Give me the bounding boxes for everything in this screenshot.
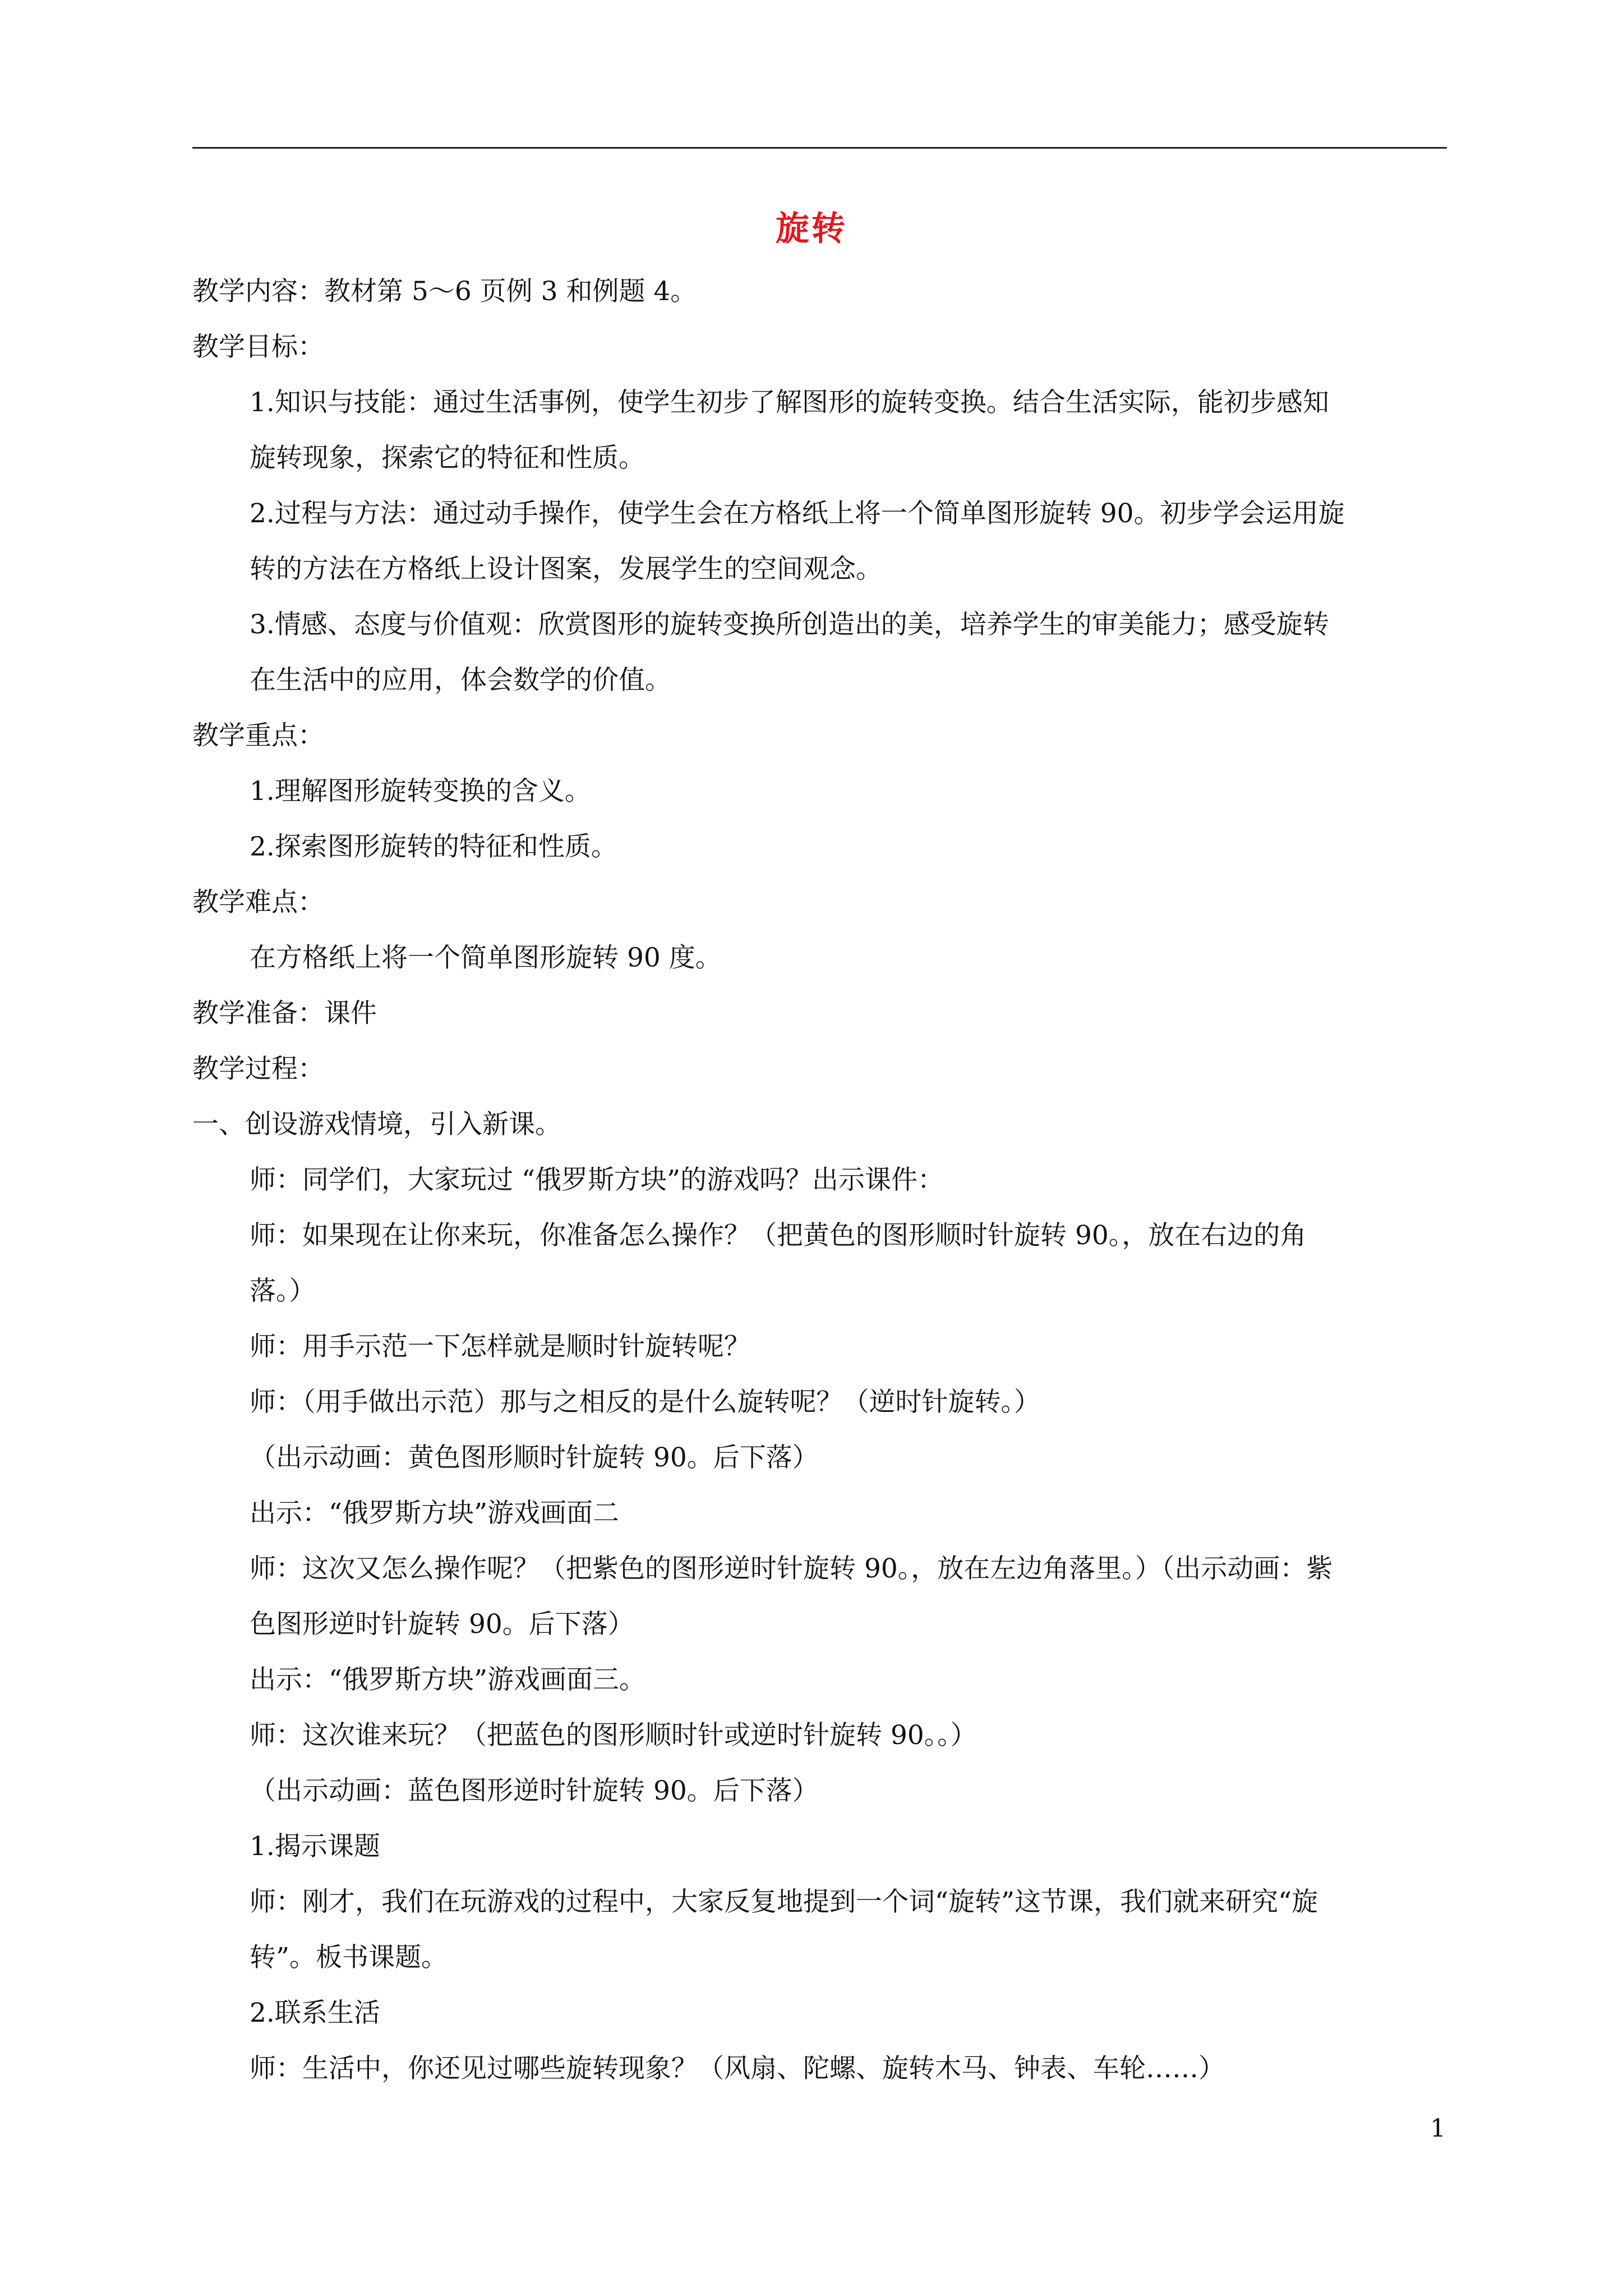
- text-line: 在生活中的应用，体会数学的价值。: [250, 665, 671, 696]
- text-line: 出示：“俄罗斯方块”游戏画面三。: [250, 1664, 646, 1695]
- document-title: 旋转: [776, 209, 847, 249]
- text-line: （出示动画：蓝色图形逆时针旋转 90。后下落）: [250, 1775, 819, 1806]
- text-line: 在方格纸上将一个简单图形旋转 90 度。: [250, 942, 722, 973]
- header-rule: [192, 147, 1447, 149]
- page-number: 1: [1430, 2114, 1446, 2143]
- text-line: （出示动画：黄色图形顺时针旋转 90。后下落）: [250, 1442, 819, 1473]
- text-line: 师：刚才，我们在玩游戏的过程中，大家反复地提到一个词“旋转”这节课，我们就来研究“旋: [250, 1887, 1318, 1917]
- text-line: 一、创设游戏情境，引入新课。: [192, 1109, 561, 1140]
- text-line: 转的方法在方格纸上设计图案，发展学生的空间观念。: [250, 554, 882, 585]
- text-line: 2.探索图形旋转的特征和性质。: [250, 831, 617, 862]
- text-line: 师：用手示范一下怎样就是顺时针旋转呢？: [250, 1331, 750, 1362]
- text-line: 2.联系生活: [250, 1998, 380, 2028]
- text-line: 师：这次谁来玩？（把蓝色的图形顺时针或逆时针旋转 90。。）: [250, 1720, 977, 1751]
- text-line: 教学过程：: [192, 1053, 324, 1084]
- text-line: 旋转现象，探索它的特征和性质。: [250, 443, 645, 473]
- text-line: 转”。板书课题。: [250, 1942, 448, 1973]
- text-line: 出示：“俄罗斯方块”游戏画面二: [250, 1498, 620, 1529]
- text-line: 3.情感、态度与价值观：欣赏图形的旋转变换所创造出的美，培养学生的审美能力；感受旋转: [250, 609, 1329, 640]
- text-line: 2.过程与方法：通过动手操作，使学生会在方格纸上将一个简单图形旋转 90。初步学会运用旋: [250, 498, 1345, 529]
- text-line: 师：（用手做出示范）那与之相反的是什么旋转呢？（逆时针旋转。）: [250, 1387, 1040, 1418]
- text-line: 教学难点：: [192, 887, 324, 918]
- text-line: 师：如果现在让你来玩，你准备怎么操作？（把黄色的图形顺时针旋转 90。，放在右边的角: [250, 1220, 1307, 1251]
- text-line: 1.揭示课题: [250, 1831, 380, 1862]
- text-line: 教学内容：教材第 5～6 页例 3 和例题 4。: [192, 276, 697, 307]
- text-line: 师：生活中，你还见过哪些旋转现象？（风扇、陀螺、旋转木马、钟表、车轮……）: [250, 2053, 1225, 2084]
- text-line: 1.知识与技能：通过生活事例，使学生初步了解图形的旋转变换。结合生活实际，能初步感知: [250, 387, 1329, 418]
- text-line: 教学准备：课件: [192, 998, 377, 1029]
- text-line: 教学目标：: [192, 332, 324, 362]
- text-line: 色图形逆时针旋转 90。后下落）: [250, 1609, 634, 1640]
- text-line: 1.理解图形旋转变换的含义。: [250, 776, 591, 807]
- text-line: 教学重点：: [192, 720, 324, 751]
- text-line: 师：这次又怎么操作呢？（把紫色的图形逆时针旋转 90。，放在左边角落里。）（出示动画：紫: [250, 1553, 1333, 1584]
- text-line: 师：同学们，大家玩过 “俄罗斯方块”的游戏吗？出示课件：: [250, 1165, 944, 1195]
- text-line: 落。）: [250, 1276, 316, 1306]
